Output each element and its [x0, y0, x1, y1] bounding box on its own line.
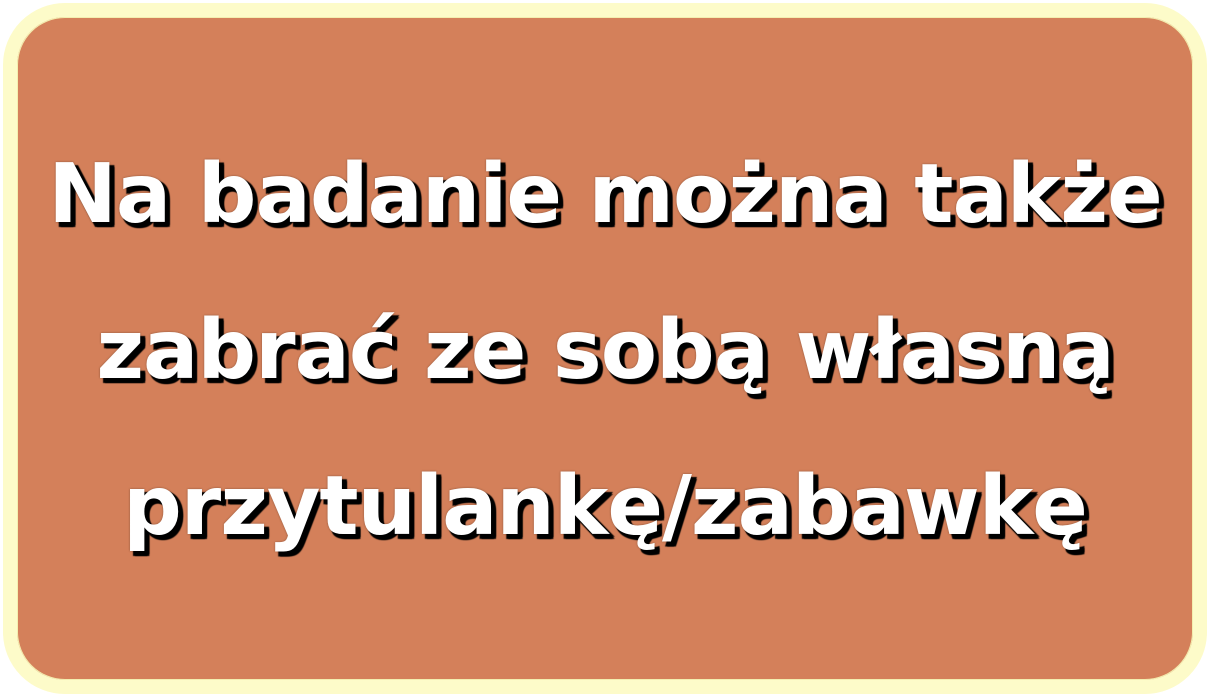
message-line-2: zabrać ze sobą własną: [96, 302, 1114, 398]
message-line-3: przytulankę/zabawkę: [123, 458, 1087, 554]
message-text: [17, 17, 1193, 680]
message-card: [3, 3, 1207, 694]
message-line-1: Na badanie można także: [48, 146, 1162, 242]
